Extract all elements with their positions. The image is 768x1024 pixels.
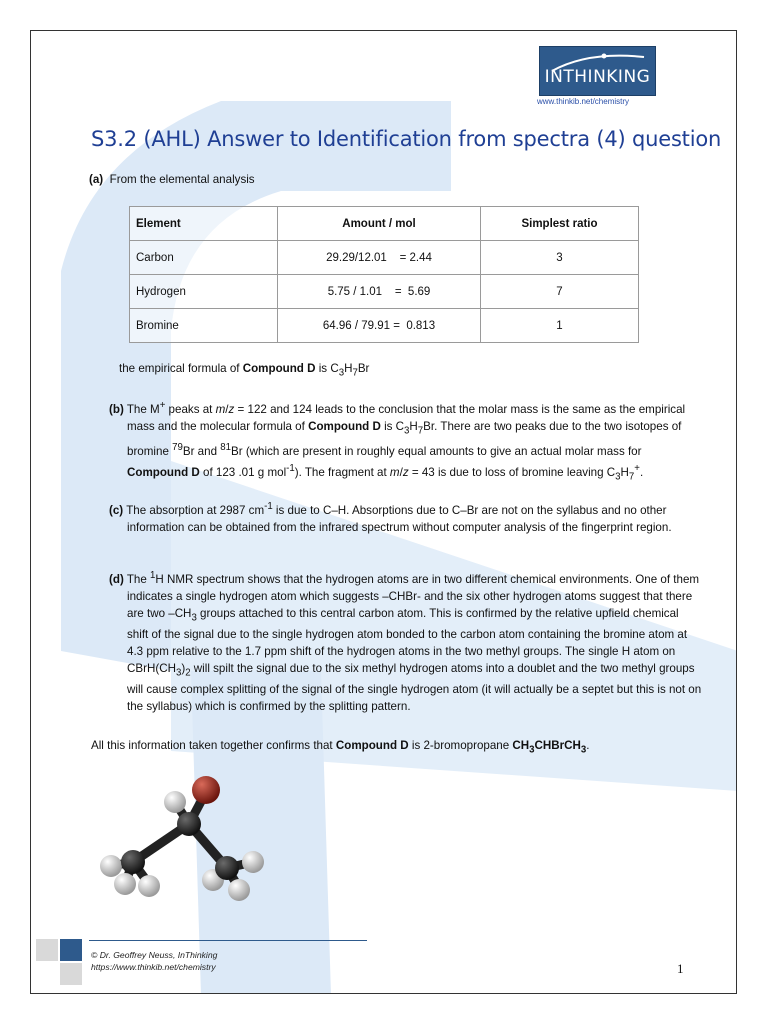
table-cell: Bromine bbox=[130, 309, 278, 343]
empirical-h-count: 7 bbox=[352, 367, 358, 379]
empirical-formula-line bbox=[119, 360, 369, 381]
part-c bbox=[109, 498, 702, 536]
empirical-pre: the empirical formula of bbox=[119, 362, 243, 375]
table-cell: 3 bbox=[481, 241, 639, 275]
footer-credit bbox=[91, 949, 217, 973]
table-header-cell: Amount / mol bbox=[278, 207, 481, 241]
table-cell: 29.29/12.01 = 2.44 bbox=[278, 241, 481, 275]
part-d-text: The $^1$H NMR spectrum shows that the hydrogen atoms are in two different chemical environments. One of them indicates a single hydrogen atom which suggests –CHBr- and the six other hydrogen atoms suggest that there are two $-CH_3$ groups attached to this central carbon atom. This is confirmed by the relative upfield chemical shift of the signal due to the single hydrogen atom bonded to the carbon atom containing the bromine atom at 4.3 ppm relative to the 1.7 ppm shift of the hydrogen atoms in the two methyl groups. The single H atom on $CBrH(CH_3)_2$ will spilt the signal due to the six methyl hydrogen atoms into a doublet and the two methyl groups will cause complex splitting of the signal of the single hydrogen atom (it will actually be a septet but this is not on the syllabus) which is confirmed by the splitting pattern. bbox=[126, 570, 702, 714]
empirical-compound: Compound D bbox=[242, 362, 316, 375]
logo-url[interactable]: www.thinkib.net/chemistry bbox=[537, 97, 630, 106]
table-cell: 7 bbox=[481, 275, 639, 309]
footer-square-blue bbox=[60, 939, 82, 961]
part-c-label: (c) bbox=[109, 503, 124, 517]
table-header-cell: Simplest ratio bbox=[481, 207, 639, 241]
empirical-c-count: 3 bbox=[338, 367, 345, 379]
empirical-mid: is C bbox=[315, 362, 339, 375]
page-title: S3.2 (AHL) Answer to Identification from spectra (4) question bbox=[91, 127, 722, 151]
part-a bbox=[89, 171, 255, 188]
conclusion: All this information taken together confirms that Compound D is 2-bromopropane $CH_3CHBrCH_3$. bbox=[91, 739, 590, 756]
table-row bbox=[130, 275, 639, 309]
elemental-analysis-table bbox=[129, 206, 639, 343]
table-cell: 1 bbox=[481, 309, 639, 343]
part-a-text: From the elemental analysis bbox=[109, 173, 255, 186]
table-header-row bbox=[130, 207, 639, 241]
part-b-text: The M+ peaks at m/z = 122 and 124 leads to the conclusion that the molar mass is the same as the empirical mass and the molecular formula of Compound D is $C_3H_7Br$. There are two peaks due to the two isotopes of bromine $^{79}$Br and $^{81}$Br (which are present in roughly equal amounts to give an actual molar mass for Compound D of 123 .01 g mol$^{-1}$). The fragment at m/z = 43 is due to loss of bromine leaving $C_3H_7^+$. bbox=[126, 400, 686, 483]
table-header-cell: Element bbox=[130, 207, 278, 241]
logo-text: INTHINKING bbox=[544, 67, 651, 87]
table-cell: Carbon bbox=[130, 241, 278, 275]
table-cell: 5.75 / 1.01 = 5.69 bbox=[278, 275, 481, 309]
molecule-model-image bbox=[91, 766, 273, 904]
inthinking-logo bbox=[539, 46, 656, 96]
empirical-h: H bbox=[344, 362, 353, 375]
table-row bbox=[130, 309, 639, 343]
document-page bbox=[30, 30, 737, 994]
table-cell: 64.96 / 79.91 = 0.813 bbox=[278, 309, 481, 343]
part-c-text: The absorption at 2987 $cm^{-1}$ is due to C–H. Absorptions due to C–Br are not on the syllabus and no other information can be obtained from the infrared spectrum without computer analysis of the fingerprint region. bbox=[126, 501, 672, 534]
empirical-post: Br bbox=[357, 362, 370, 375]
part-a-label: (a) bbox=[89, 173, 104, 186]
table-cell: Hydrogen bbox=[130, 275, 278, 309]
part-d bbox=[109, 567, 702, 715]
part-b bbox=[109, 397, 702, 485]
part-b-label: (b) bbox=[109, 402, 124, 416]
footer-square-grey bbox=[36, 939, 58, 961]
part-d-label: (d) bbox=[109, 572, 124, 586]
table-row bbox=[130, 241, 639, 275]
footer-author: © Dr. Geoffrey Neuss, InThinking bbox=[91, 950, 218, 960]
footer-square-grey bbox=[60, 963, 82, 985]
footer-divider bbox=[89, 940, 367, 941]
page-number: 1 bbox=[677, 961, 684, 976]
footer-url[interactable]: https://www.thinkib.net/chemistry bbox=[91, 962, 216, 972]
